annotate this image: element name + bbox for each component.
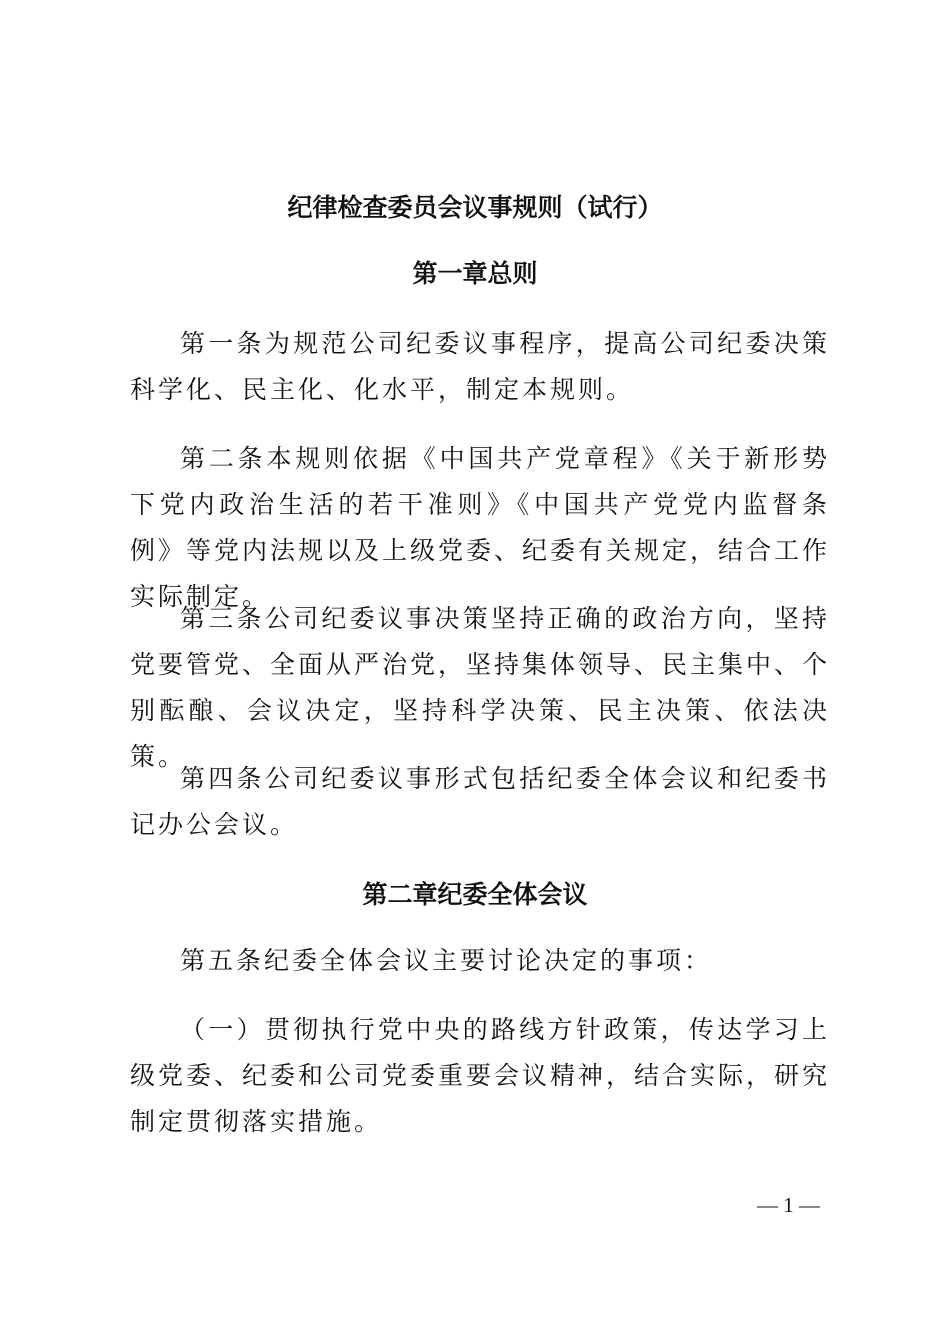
article-2: 第二条本规则依据《中国共产党章程》《关于新形势下党内政治生活的若干准则》《中国共产党党内监督条例》等党内法规以及上级党委、纪委有关规定，结合工作实际制定。 <box>130 444 831 611</box>
article-4: 第四条公司纪委议事形式包括纪委全体会议和纪委书记办公会议。 <box>130 764 830 839</box>
article-1: 第一条为规范公司纪委议事程序，提高公司纪委决策科学化、民主化、化水平，制定本规则。 <box>130 329 830 404</box>
article-3: 第三条公司纪委议事决策坚持正确的政治方向，坚持党要管党、全面从严治党，坚持集体领导、民主集中、个别酝酿、会议决定，坚持科学决策、民主决策、依法决策。 <box>130 604 831 771</box>
article-5: 第五条纪委全体会议主要讨论决定的事项： <box>180 946 713 975</box>
document-title: 纪律检查委员会议事规则（试行） <box>287 193 663 222</box>
page-number: — 1 — <box>757 1193 820 1217</box>
chapter-heading-2: 第二章纪委全体会议 <box>362 880 588 909</box>
article-5-item-1: （一）贯彻执行党中央的路线方针政策，传达学习上级党委、纪委和公司党委重要会议精神，结合实际，研究制定贯彻落实措施。 <box>130 1015 831 1136</box>
chapter-heading-1: 第一章总则 <box>412 259 538 288</box>
